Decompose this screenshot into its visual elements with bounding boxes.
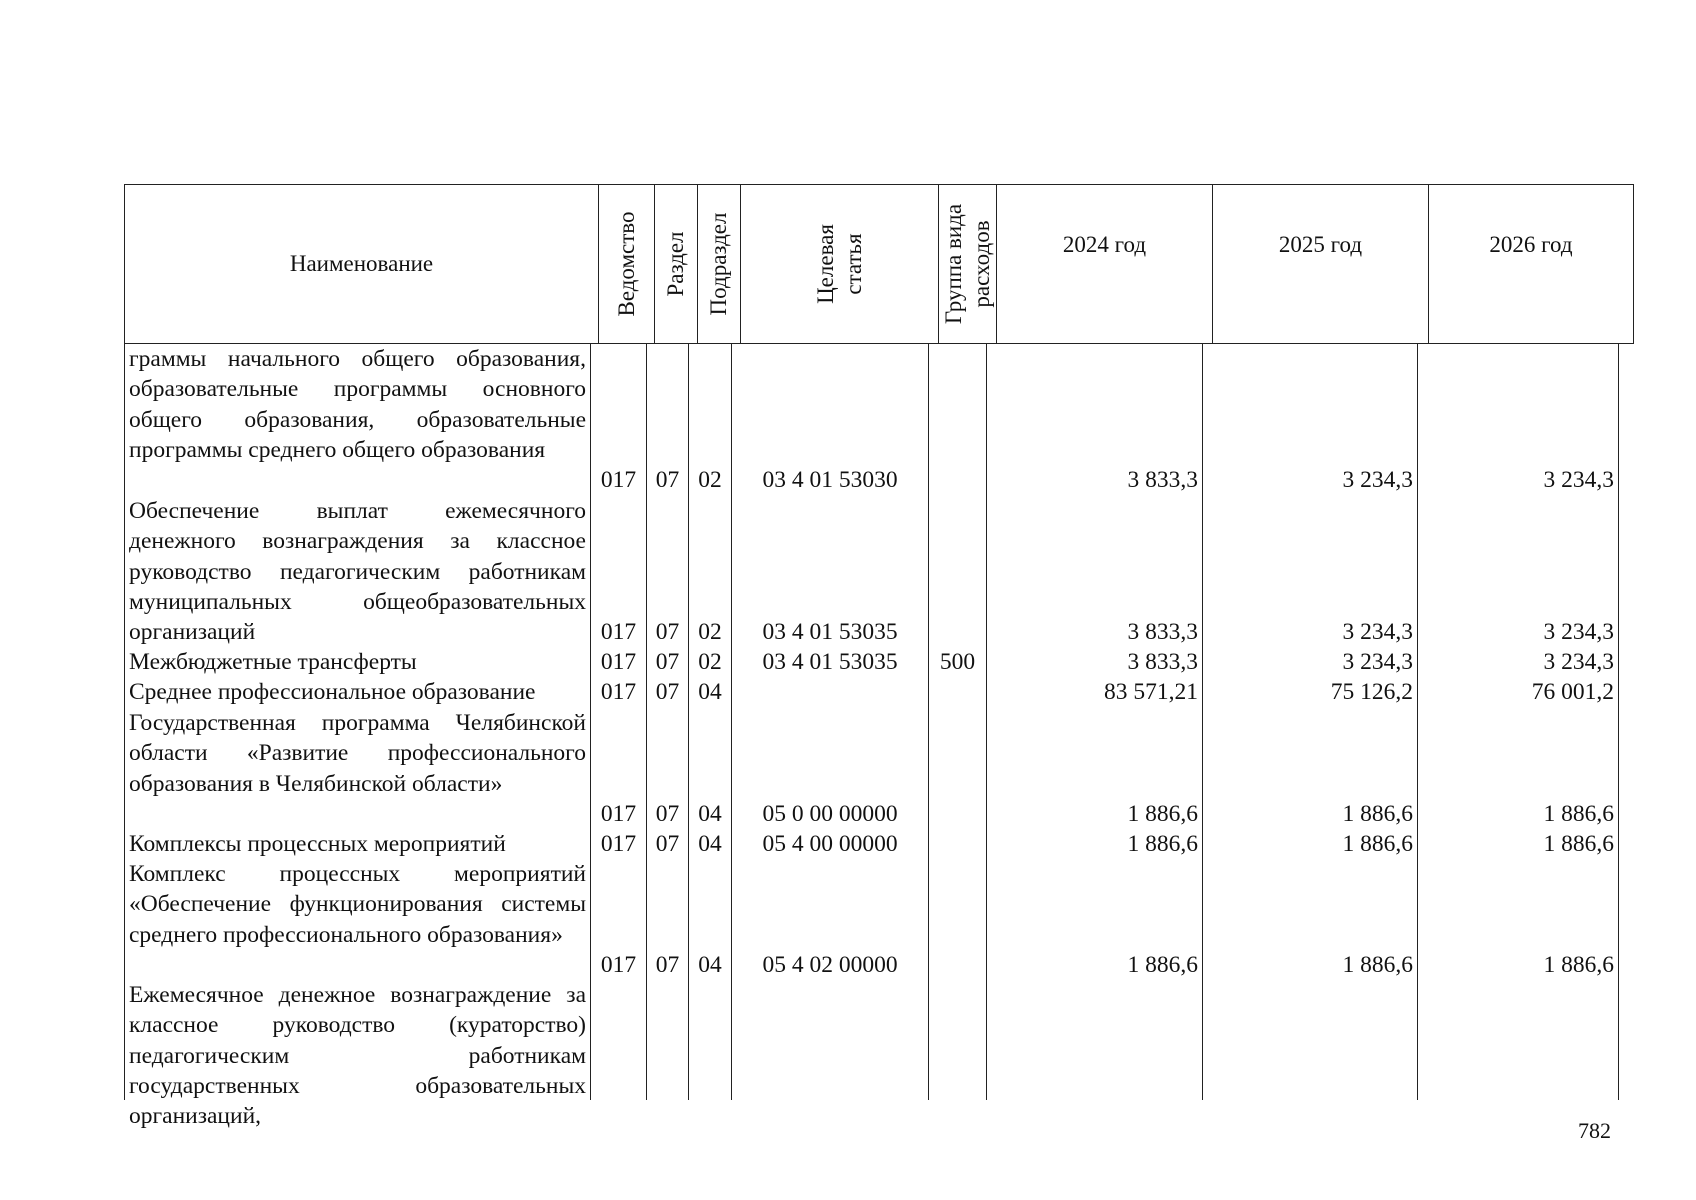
header-name-cell xyxy=(125,185,599,343)
table-row-name: Межбюджетные трансферты xyxy=(129,649,417,675)
column-name xyxy=(124,344,590,1130)
header-group-cell xyxy=(939,185,997,343)
table-cell-2026: 3 234,3 xyxy=(1543,467,1614,493)
header-2024: 2024 год xyxy=(1062,232,1147,258)
header-group-line1: Группа вида xyxy=(940,203,966,325)
header-podrazdel-cell xyxy=(698,185,741,343)
header-razdel-cell xyxy=(655,185,698,343)
table-cell-podrazdel: 02 xyxy=(698,619,722,645)
column-2024 xyxy=(986,344,1202,1100)
table-cell-group: 500 xyxy=(939,649,976,675)
table-cell-2025: 1 886,6 xyxy=(1342,952,1413,978)
table-cell-2025: 3 234,3 xyxy=(1342,619,1413,645)
column-razdel xyxy=(646,344,688,1100)
table-cell-2026: 76 001,2 xyxy=(1531,679,1614,705)
table-cell-2025: 75 126,2 xyxy=(1330,679,1413,705)
header-razdel: Раздел xyxy=(663,231,688,297)
table-cell-2024: 83 571,21 xyxy=(1104,679,1198,705)
header-group-line2: расходов xyxy=(968,220,994,308)
table-cell-podrazdel: 02 xyxy=(698,467,722,493)
column-group xyxy=(928,344,986,1100)
column-2025 xyxy=(1202,344,1417,1100)
table-cell-2025: 3 234,3 xyxy=(1342,649,1413,675)
header-target xyxy=(812,224,868,304)
table-cell-2026: 3 234,3 xyxy=(1543,619,1614,645)
header-2026-cell xyxy=(1429,185,1633,343)
header-ved-cell xyxy=(599,185,655,343)
table-cell-podrazdel: 04 xyxy=(698,679,722,705)
table-row-name: Обеспечение выплат ежемесячного денежного вознаграждения за классное руководство педагогическим работникам муниципальных общеобразовательных организаций xyxy=(129,498,586,646)
column-target xyxy=(731,344,928,1100)
table-cell-ved: 017 xyxy=(600,801,637,827)
table-cell-2025: 3 234,3 xyxy=(1342,467,1413,493)
table-cell-podrazdel: 02 xyxy=(698,649,722,675)
header-name: Наименование xyxy=(289,251,434,276)
table-cell-2024: 3 833,3 xyxy=(1127,619,1198,645)
table-cell-razdel: 07 xyxy=(655,831,680,857)
table-cell-podrazdel: 04 xyxy=(698,831,722,857)
table-cell-razdel: 07 xyxy=(655,649,680,675)
table-cell-2024: 1 886,6 xyxy=(1127,831,1198,857)
table-cell-2026: 1 886,6 xyxy=(1543,831,1614,857)
table-cell-ved: 017 xyxy=(600,467,637,493)
column-2026 xyxy=(1417,344,1619,1100)
header-2025-cell xyxy=(1213,185,1429,343)
table-row-name: Комплекс процессных мероприятий «Обеспечение функционирования системы среднего профессионального образования» xyxy=(129,861,586,948)
column-ved xyxy=(590,344,646,1100)
table-cell-ved: 017 xyxy=(600,649,637,675)
header-target-line2: статья xyxy=(840,233,866,295)
table-cell-2026: 1 886,6 xyxy=(1543,801,1614,827)
table-cell-target: 03 4 01 53035 xyxy=(762,649,898,675)
header-podrazdel: Подраздел xyxy=(706,212,731,316)
header-ved: Ведомство xyxy=(613,211,639,317)
table-cell-ved: 017 xyxy=(600,831,637,857)
table-cell-2024: 1 886,6 xyxy=(1127,801,1198,827)
table-cell-2024: 3 833,3 xyxy=(1127,649,1198,675)
header-target-cell xyxy=(741,185,939,343)
table-cell-ved: 017 xyxy=(600,952,637,978)
header-target-line1: Целевая xyxy=(812,224,838,304)
table-cell-target: 03 4 01 53035 xyxy=(762,619,898,645)
table-row-name: Ежемесячное денежное вознаграждение за классное руководство (кураторство) педагогическим работникам государственных образовательных организаций, xyxy=(129,982,586,1130)
table-row-name: Среднее профессиональное образование xyxy=(129,679,536,705)
table-cell-2024: 3 833,3 xyxy=(1127,467,1198,493)
table-cell-razdel: 07 xyxy=(655,467,680,493)
table-header xyxy=(124,184,1634,344)
table-cell-target: 05 4 00 00000 xyxy=(762,831,898,857)
header-2024-cell xyxy=(997,185,1213,343)
table-cell-2025: 1 886,6 xyxy=(1342,801,1413,827)
table-cell-target: 05 0 00 00000 xyxy=(762,801,898,827)
table-cell-podrazdel: 04 xyxy=(698,801,722,827)
table-row-name: Государственная программа Челябинской области «Развитие профессионального образования в Челябинской области» xyxy=(129,710,586,797)
table-cell-2025: 1 886,6 xyxy=(1342,831,1413,857)
column-podrazdel xyxy=(688,344,731,1100)
table-cell-target: 03 4 01 53030 xyxy=(762,467,898,493)
table-cell-2024: 1 886,6 xyxy=(1127,952,1198,978)
table-cell-razdel: 07 xyxy=(655,619,680,645)
table-body xyxy=(124,344,1619,1130)
table-cell-2026: 3 234,3 xyxy=(1543,649,1614,675)
page-number: 782 xyxy=(1578,1118,1611,1143)
table-cell-2026: 1 886,6 xyxy=(1543,952,1614,978)
table-row-name: Комплексы процессных мероприятий xyxy=(129,831,506,857)
table-cell-ved: 017 xyxy=(600,619,637,645)
header-2025: 2025 год xyxy=(1278,232,1363,258)
header-2026: 2026 год xyxy=(1489,232,1573,258)
header-group xyxy=(940,204,996,324)
table-row-name: граммы начального общего образования, образовательные программы основного общего образования, образовательные программы среднего общего образования xyxy=(129,346,586,463)
table-cell-razdel: 07 xyxy=(655,679,680,705)
table-cell-razdel: 07 xyxy=(655,952,680,978)
table-cell-target: 05 4 02 00000 xyxy=(762,952,898,978)
table-cell-razdel: 07 xyxy=(655,801,680,827)
table-cell-ved: 017 xyxy=(600,679,637,705)
table-cell-podrazdel: 04 xyxy=(698,952,722,978)
